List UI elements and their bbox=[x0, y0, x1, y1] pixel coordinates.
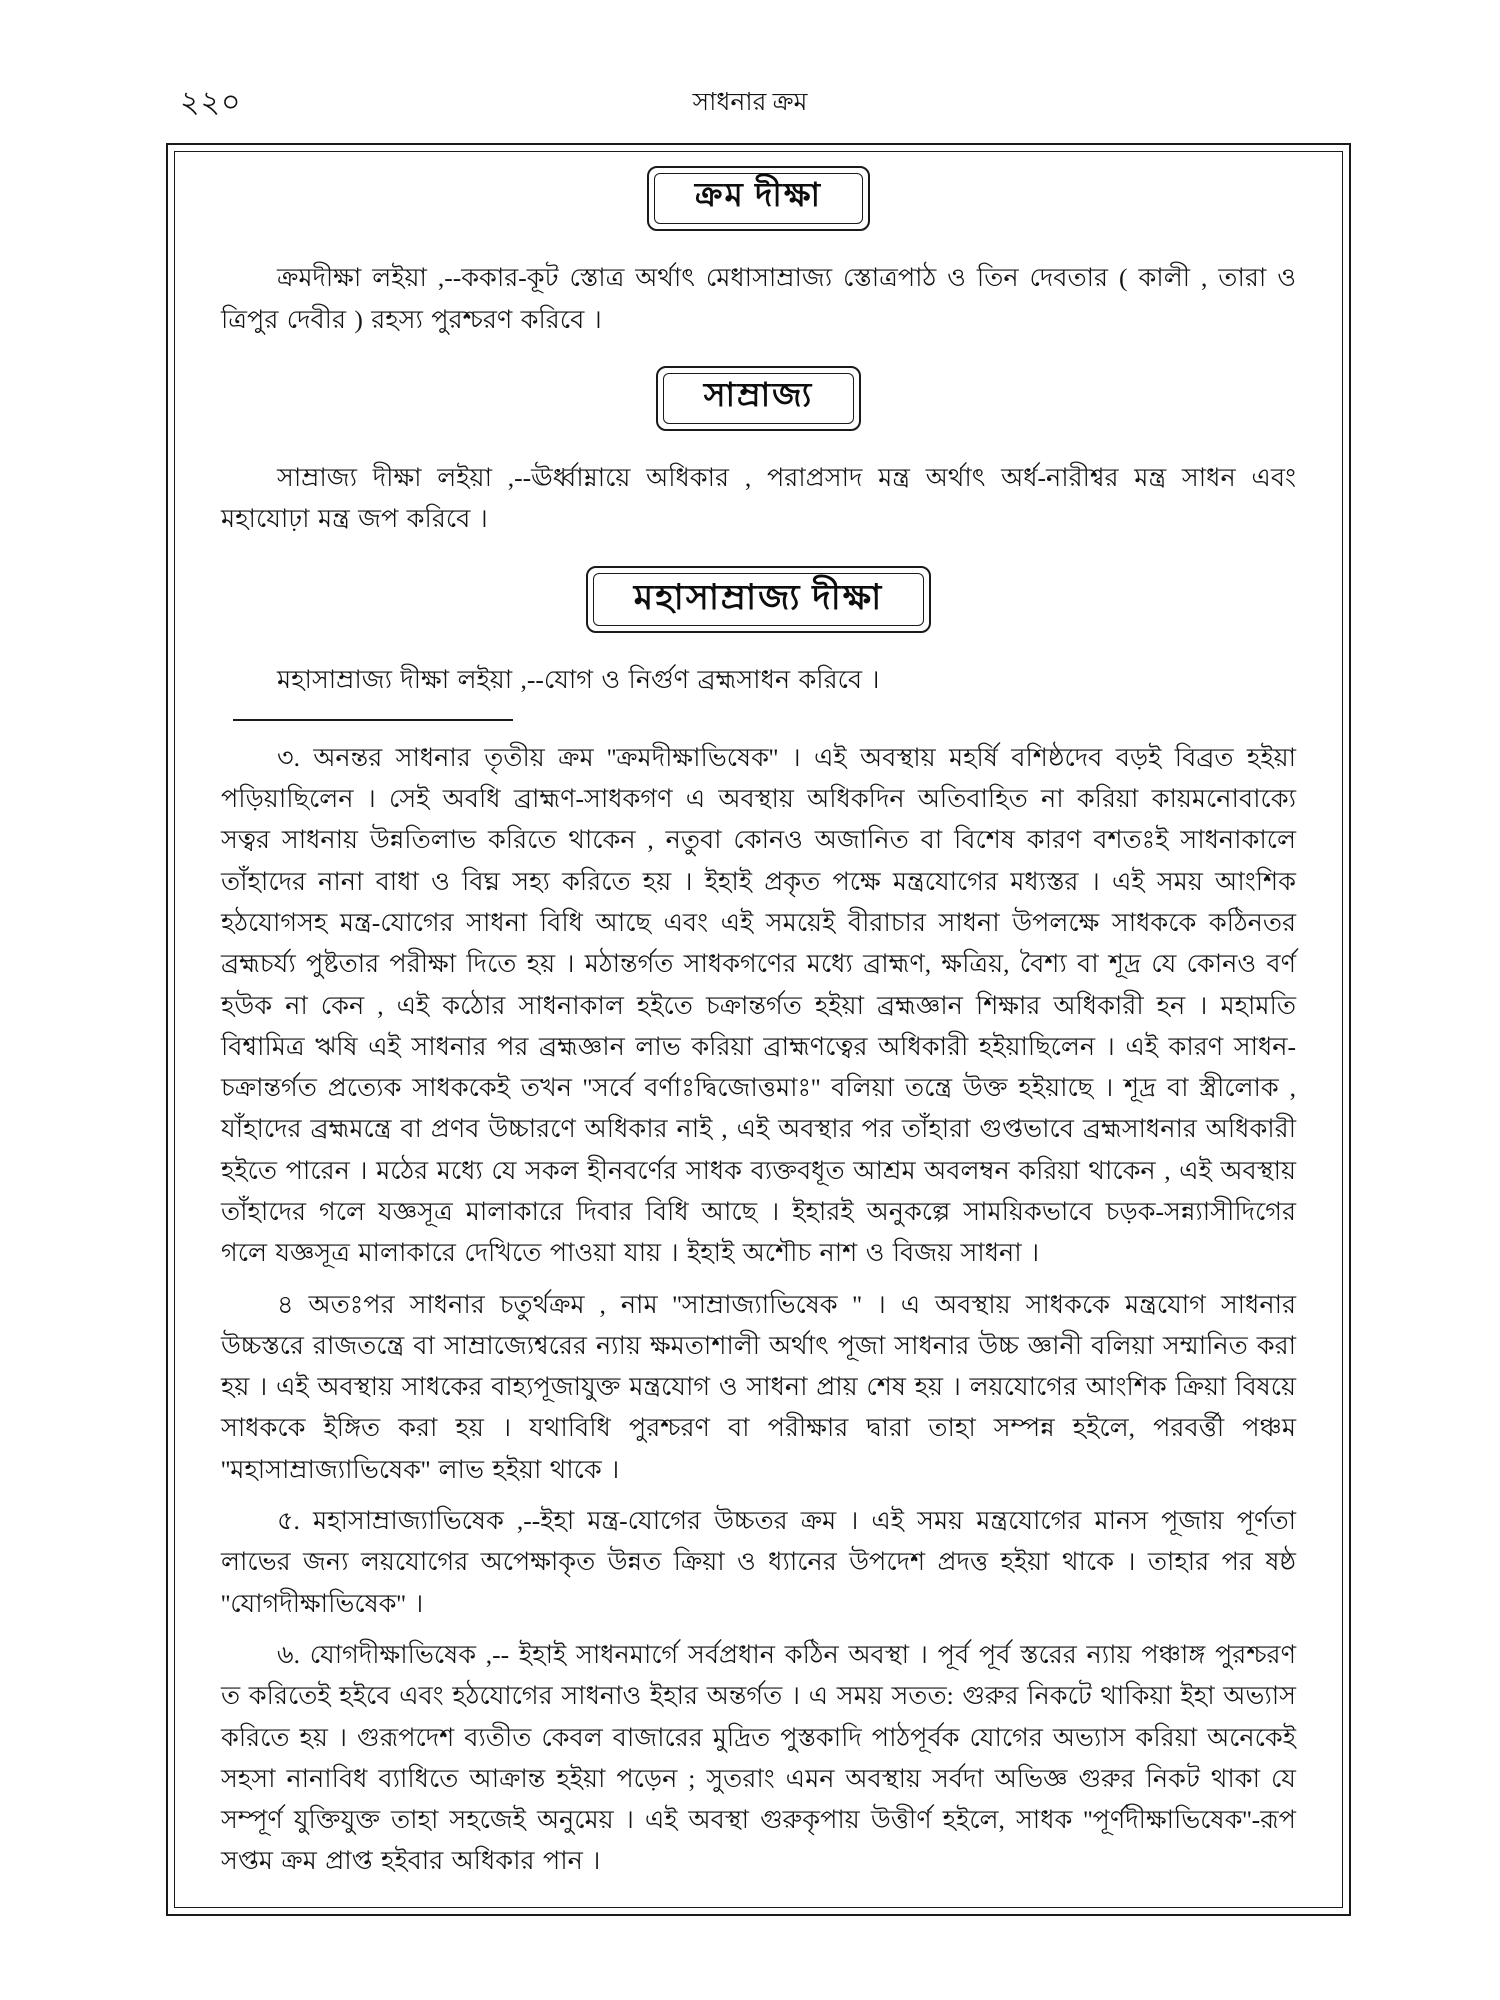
paragraph-mahasamrajya: মহাসাম্রাজ্য দীক্ষা লইয়া ,--যোগ ও নির্গুণ ব্রহ্মসাধন করিবে । bbox=[277, 665, 880, 695]
heading-box-mahasamrajya-diksha bbox=[586, 566, 931, 634]
heading-kram-diksha-label: ক্রম দীক্ষা bbox=[694, 178, 823, 214]
heading-samrajya-label: সাম্রাজ্য bbox=[703, 377, 814, 414]
numbered-items bbox=[221, 737, 1296, 1882]
heading-mahasamrajya-diksha-label: মহাসাম্রাজ্য দীক্ষা bbox=[633, 577, 884, 617]
page-header bbox=[180, 78, 1320, 118]
paragraph-samrajya: সাম্রাজ্য দীক্ষা লইয়া ,--ঊর্ধ্বাম্নায়ে অধিকার , পরাপ্রসাদ মন্ত্র অর্থাৎ অর্ধ-নারীশ্বর মন্ত্র সাধন এবং মহাযোঢ়া মন্ত্র জপ করিবে । bbox=[221, 463, 1296, 534]
running-head: সাধনার ক্রম bbox=[692, 89, 808, 116]
heading-box-kram-diksha bbox=[647, 166, 870, 231]
paragraph-item-3: ৩. অনন্তর সাধনার তৃতীয় ক্রম ''ক্রমদীক্ষাভিষেক'' । এই অবস্থায় মহর্ষি বশিষ্ঠদেব বড়ই বিব্রত হইয়া পড়িয়াছিলেন । সেই অবধি ব্রাহ্মণ-সাধকগণ এ অবস্থায় অধিকদিন অতিবাহিত না করিয়া কায়মনোবাক্যে সত্বর সাধনায় উন্নতিলাভ করিতে থাকেন , নতুবা কোনও অজানিত বা বিশেষ কারণ বশতঃই সাধনাকালে তাঁহাদের নানা বাধা ও বিঘ্ন সহ্য করিতে হয় । ইহাই প্রকৃত পক্ষে মন্ত্রযোগের মধ্যস্তর । এই সময় আংশিক হঠযোগসহ মন্ত্র-যোগের সাধনা বিধি আছে এবং এই সময়েই বীরাচার সাধনা উপলক্ষে সাধককে কঠিনতর ব্রহ্মচর্য্য পুষ্টতার পরীক্ষা দিতে হয় । মঠান্তর্গত সাধকগণের মধ্যে ব্রাহ্মণ, ক্ষত্রিয়, বৈশ্য বা শূদ্র যে কোনও বর্ণ হউক না কেন , এই কঠোর সাধনাকাল হইতে চক্রান্তর্গত হইয়া ব্রহ্মজ্ঞান শিক্ষার অধিকারী হন । মহামতি বিশ্বামিত্র ঋষি এই সাধনার পর ব্রহ্মজ্ঞান লাভ করিয়া ব্রাহ্মণত্বের অধিকারী হইয়াছিলেন । এই কারণ সাধন-চক্রান্তর্গত প্রত্যেক সাধককেই তখন ''সর্বে বর্ণাঃদ্বিজোত্তমাঃ'' বলিয়া তন্ত্রে উক্ত হইয়াছে । শূদ্র বা স্ত্রীলোক , যাঁহাদের ব্রহ্মমন্ত্রে বা প্রণব উচ্চারণে অধিকার নাই , এই অবস্থার পর তাঁহারা গুপ্তভাবে ব্রহ্মসাধনার অধিকারী হইতে পারেন । মঠের মধ্যে যে সকল হীনবর্ণের সাধক ব্যক্তবধূত আশ্রম অবলম্বন করিয়া থাকেন , এই অবস্থায় তাঁহাদের গলে যজ্ঞসূত্র মালাকারে দিবার বিধি আছে । ইহারই অনুকল্পে সাময়িকভাবে চড়ক-সন্ন্যাসীদিগের গলে যজ্ঞসূত্র মালাকারে দেখিতে পাওয়া যায় । ইহাই অশৌচ নাশ ও বিজয় সাধনা । bbox=[221, 742, 1296, 1268]
paragraph-kram-diksha: ক্রমদীক্ষা লইয়া ,--ককার-কূট স্তোত্র অর্থাৎ মেধাসাম্রাজ্য স্তোত্রপাঠ ও তিন দেবতার ( কালী , তারা ও ত্রিপুর দেবীর ) রহস্য পুরশ্চরণ করিবে । bbox=[221, 263, 1296, 334]
page-content bbox=[175, 152, 1342, 1907]
heading-samrajya bbox=[221, 366, 1296, 431]
paragraph-item-5: ৫. মহাসাম্রাজ্যাভিষেক ,--ইহা মন্ত্র-যোগের উচ্চতর ক্রম । এই সময় মন্ত্রযোগের মানস পূজায় পূর্ণতা লাভের জন্য লয়যোগের অপেক্ষাকৃত উন্নত ক্রিয়া ও ধ্যানের উপদেশ প্রদত্ত হইয়া থাকে । তাহার পর ষষ্ঠ ''যোগদীক্ষাভিষেক'' । bbox=[221, 1506, 1296, 1618]
section-divider bbox=[233, 719, 513, 721]
page-number: ২২০ bbox=[180, 86, 242, 119]
paragraph-item-6: ৬. যোগদীক্ষাভিষেক ,-- ইহাই সাধনমার্গে সর্বপ্রধান কঠিন অবস্থা । পূর্ব পূর্ব স্তরের ন্যায় পঞ্চাঙ্গ পুরশ্চরণ ত করিতেই হইবে এবং হঠযোগের সাধনাও ইহার অন্তর্গত । এ সময় সতত: গুরুর নিকটে থাকিয়া ইহা অভ্যাস করিতে হয় । গুরূপদেশ ব্যতীত কেবল বাজারের মুদ্রিত পুস্তকাদি পাঠপূর্বক যোগের অভ্যাস করিয়া অনেকেই সহসা নানাবিধ ব্যাধিতে আক্রান্ত হইয়া পড়েন ; সুতরাং এমন অবস্থায় সর্বদা অভিজ্ঞ গুরুর নিকট থাকা যে সম্পূর্ণ যুক্তিযুক্ত তাহা সহজেই অনুমেয় । এই অবস্থা গুরুকৃপায় উত্তীর্ণ হইলে, সাধক ''পূর্ণদীক্ষাভিষেক''-রূপ সপ্তম ক্রম প্রাপ্ত হইবার অধিকার পান । bbox=[221, 1639, 1296, 1876]
heading-kram-diksha bbox=[221, 166, 1296, 231]
page-border-inner bbox=[174, 151, 1343, 1908]
heading-mahasamrajya-diksha bbox=[221, 566, 1296, 634]
page-border-outer bbox=[166, 143, 1351, 1916]
heading-box-samrajya bbox=[656, 366, 862, 431]
paragraph-item-4: ৪ অতঃপর সাধনার চতুর্থক্রম , নাম ''সাম্রাজ্যাভিষেক '' । এ অবস্থায় সাধককে মন্ত্রযোগ সাধনার উচ্চস্তরে রাজতন্ত্রে বা সাম্রাজ্যেশ্বরের ন্যায় ক্ষমতাশালী অর্থাৎ পূজা সাধনার উচ্চ জ্ঞানী বলিয়া সম্মানিত করা হয় । এই অবস্থায় সাধকের বাহ্যপূজাযুক্ত মন্ত্রযোগ ও সাধনা প্রায় শেষ হয় । লয়যোগের আংশিক ক্রিয়া বিষয়ে সাধককে ইঙ্গিত করা হয় । যথাবিধি পুরশ্চরণ বা পরীক্ষার দ্বারা তাহা সম্পন্ন হইলে, পরবর্ত্তী পঞ্চম ''মহাসাম্রাজ্যাভিষেক'' লাভ হইয়া থাকে । bbox=[221, 1289, 1296, 1484]
